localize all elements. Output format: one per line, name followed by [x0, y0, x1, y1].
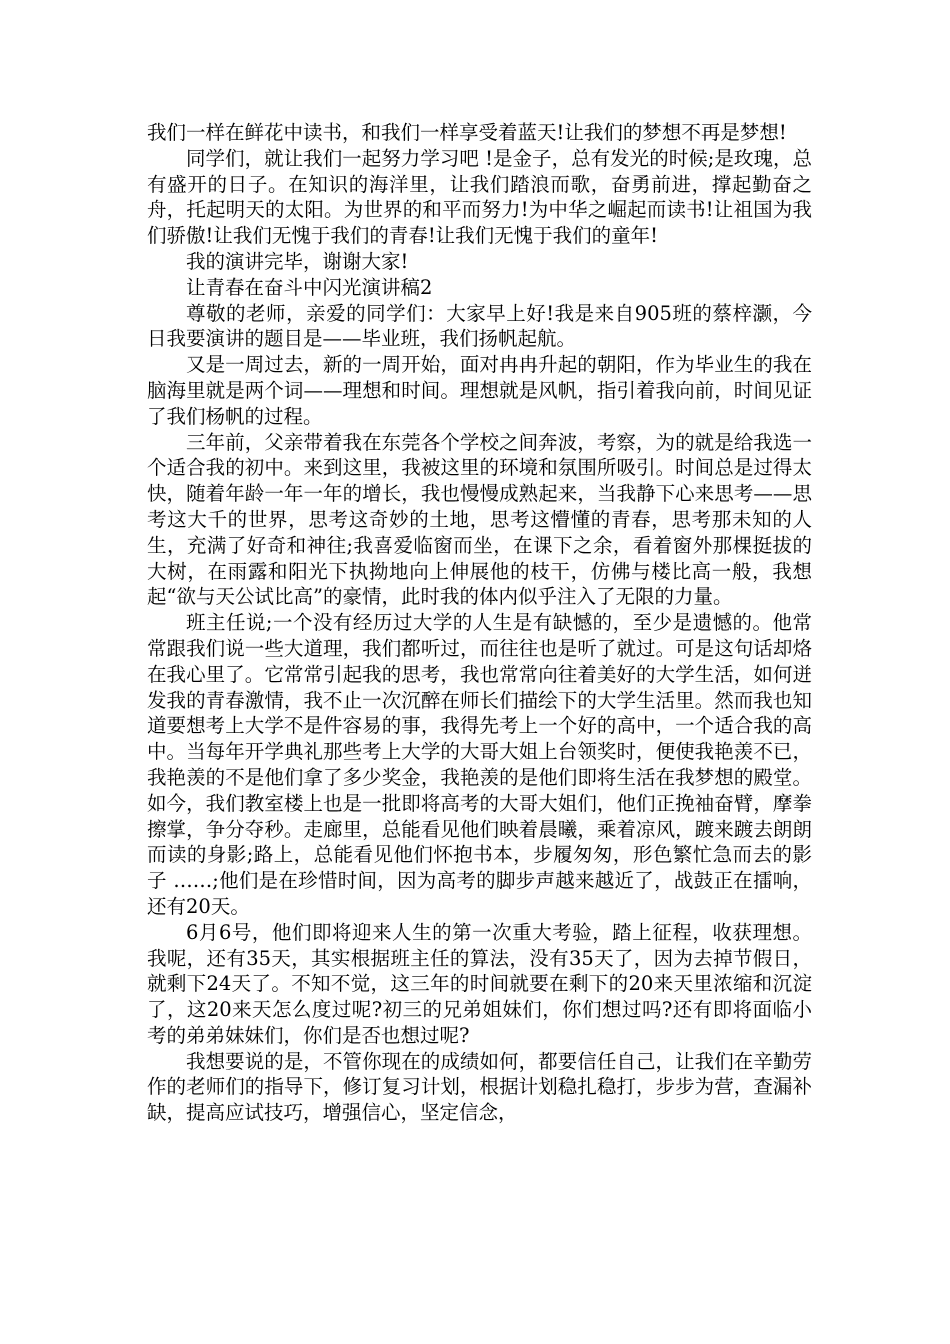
- paragraph-3: 又是一周过去，新的一周开始，面对冉冉升起的朝阳，作为毕业生的我在脑海里就是两个词——理想和时间。理想就是风帆，指引着我向前，时间见证了我们杨帆的过程。: [147, 353, 812, 428]
- paragraph-2: 同学们，就让我们一起努力学习吧 !是金子，总有发光的时候;是玫瑰，总有盛开的日子。在知识的海洋里，让我们踏浪而歌，奋勇前进，撑起勤奋之舟，托起明天的太阳。为世界的和平而努力!为中华之崛起而读书!让祖国为我们骄傲!让我们无愧于我们的青春!让我们无愧于我们的童年!: [147, 146, 812, 248]
- paragraph-1: 我们一样在鲜花中读书，和我们一样享受着蓝天!让我们的梦想不再是梦想!: [147, 121, 787, 144]
- paragraph-4: 三年前，父亲带着我在东莞各个学校之间奔波，考察，为的就是给我选一个适合我的初中。来到这里，我被这里的环境和氛围所吸引。时间总是过得太快，随着年龄一年一年的增长，我也慢慢成熟起来，当我静下心来思考——思考这大千的世界，思考这奇妙的土地，思考这懵懂的青春，思考那未知的人生，充满了好奇和神往;我喜爱临窗而坐，在课下之余，看着窗外那棵挺拔的大树，在雨露和阳光下执拗地向上伸展他的枝干，仿佛与楼比高一般，我想起“欲与天公试比高”的豪情，此时我的体内似乎注入了无限的力量。: [147, 430, 812, 609]
- paragraph-7: 我想要说的是，不管你现在的成绩如何，都要信任自己，让我们在辛勤劳作的老师们的指导下，修订复习计划，根据计划稳扎稳打，步步为营，查漏补缺，提高应试技巧，增强信心，坚定信念，: [147, 1049, 812, 1125]
- speech-body: [147, 120, 812, 1126]
- paragraph-6: 6月6号，他们即将迎来人生的第一次重大考验，踏上征程，收获理想。我呢，还有35天，其实根据班主任的算法，没有35天了，因为去掉节假日，就剩下24天了。不知不觉，这三年的时间就要在剩下的20来天里浓缩和沉淀了，这20来天怎么度过呢?初三的兄弟姐妹们，你们想过吗?还有即将面临小考的弟弟妹妹们，你们是否也想过呢?: [147, 920, 812, 1047]
- paragraph-5: 班主任说;一个没有经历过大学的人生是有缺憾的，至少是遗憾的。他常常跟我们说一些大道理，我们都听过，而往往也是听了就过。可是这句话却烙在我心里了。它常常引起我的思考，我也常常向往着美好的大学生活，如何迸发我的青春激情，我不止一次沉醉在师长们描绘下的大学生活里。然而我也知道要想考上大学不是件容易的事，我得先考上一个好的高中，一个适合我的高中。当每年开学典礼那些考上大学的大哥大姐上台领奖时，便使我艳羡不已，我艳羡的不是他们拿了多少奖金，我艳羡的是他们即将生活在我梦想的殿堂。如今，我们教室楼上也是一批即将高考的大哥大姐们，他们正挽袖奋臂，摩拳擦掌，争分夺秒。走廊里，总能看见他们映着晨曦，乘着凉风，踱来踱去朗朗而读的身影;路上，总能看见他们怀抱书本，步履匆匆，形色繁忙急而去的影子 ……;他们是在珍惜时间，因为高考的脚步声越来越近了，战鼓正在擂响，还有20天。: [147, 611, 812, 918]
- speech-title: 让青春在奋斗中闪光演讲稿2: [186, 275, 433, 299]
- paragraph-closing: 我的演讲完毕，谢谢大家!: [186, 249, 409, 273]
- paragraph-greeting: 尊敬的老师，亲爱的同学们：大家早上好!我是来自905班的蔡梓灏，今日我要演讲的题目是——毕业班，我们扬帆起航。: [147, 301, 812, 351]
